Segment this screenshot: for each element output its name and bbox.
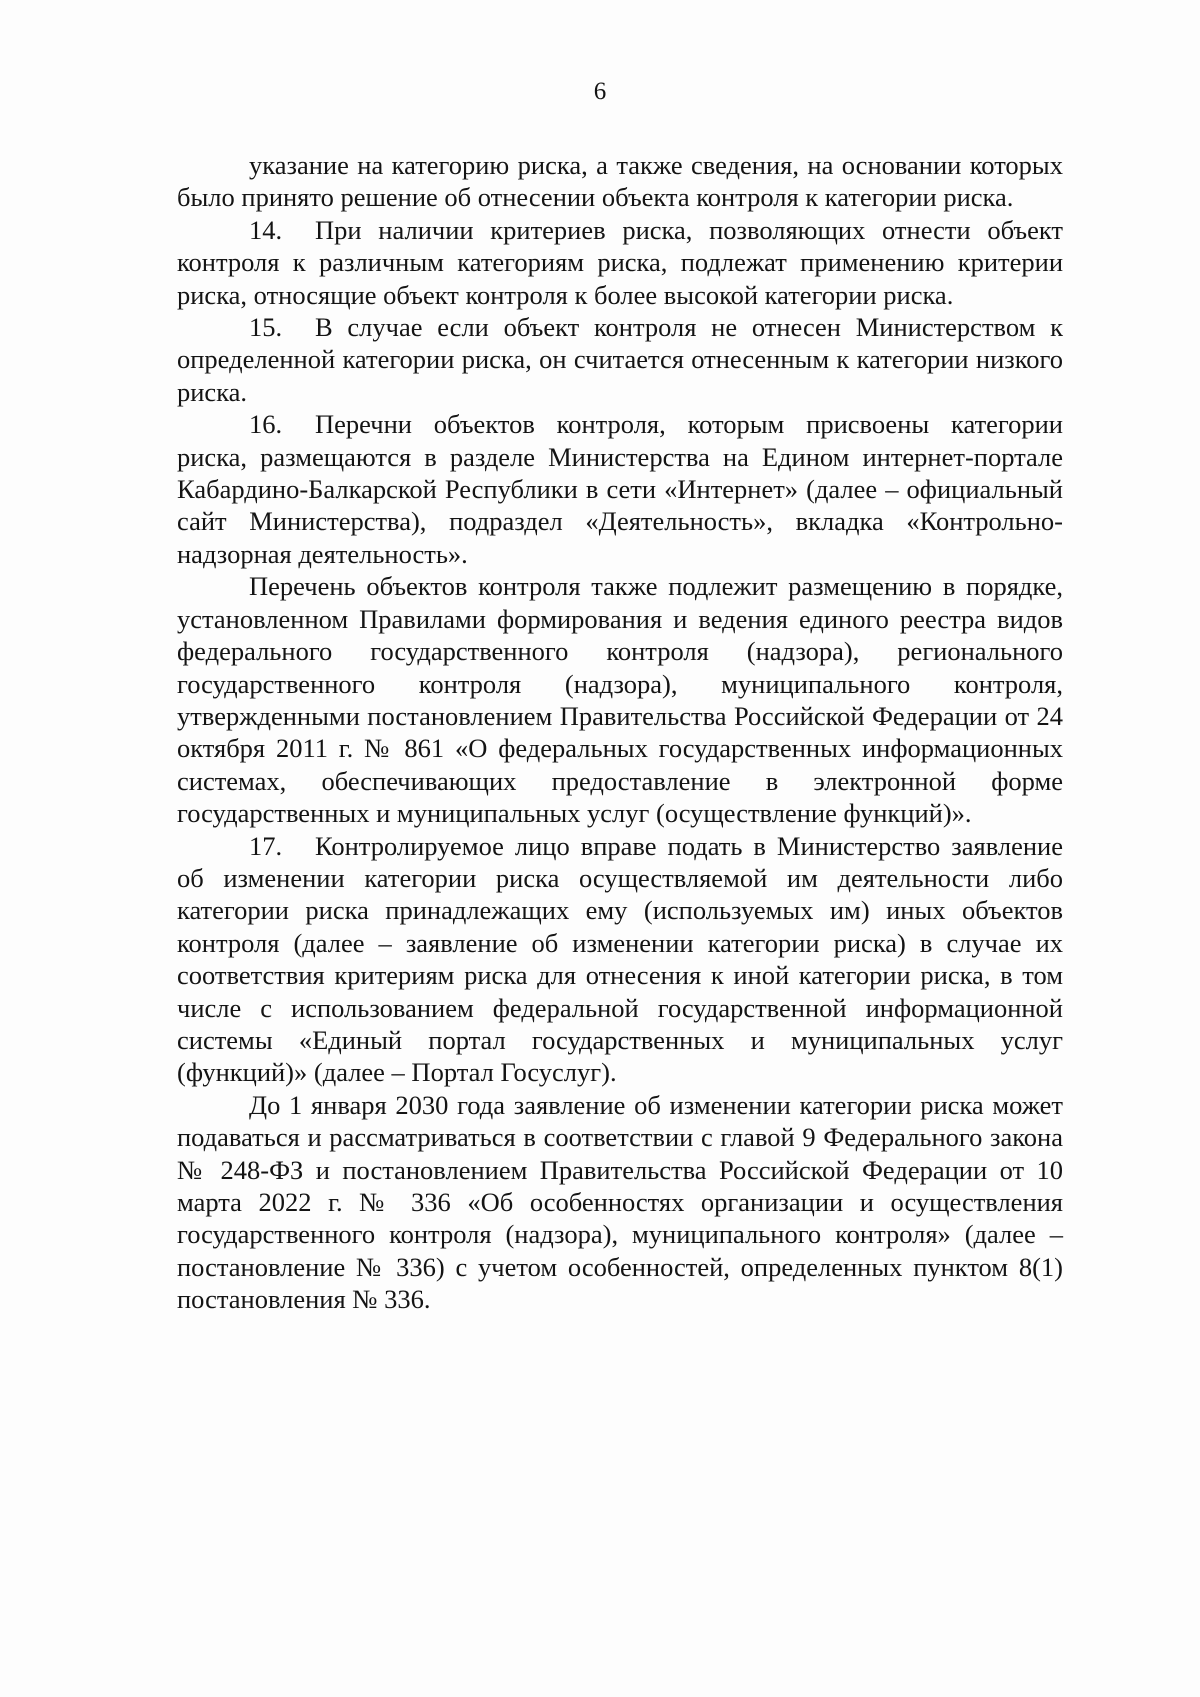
paragraph-text: В случае если объект контроля не отнесен Министерством к определенной категории риска, он считается отнесенным к категории низкого риска. bbox=[177, 312, 1063, 407]
paragraph-16 bbox=[177, 408, 1063, 570]
paragraph-number: 15. bbox=[249, 312, 283, 343]
document-body bbox=[177, 149, 1063, 1316]
paragraph-text: Перечень объектов контроля также подлежит размещению в порядке, установленном Правилами формирования и ведения единого реестра видов федерального государственного контроля (надзора), регионального государственного контроля (надзора), муниципального контроля, утвержденными постановлением Правительства Российской Федерации от 24 октября 2011 г. № 861 «О федеральных государственных информационных системах, обеспечивающих предоставление в электронной форме государственных и муниципальных услуг (осуществление функций)». bbox=[177, 571, 1063, 829]
paragraph-15 bbox=[177, 311, 1063, 408]
paragraph-text: Контролируемое лицо вправе подать в Министерство заявление об изменении категории риска осуществляемой им деятельности либо категории риска принадлежащих ему (используемых им) иных объектов контроля (далее – заявление об изменении категории риска) в случае их соответствия критериям риска для отнесения к иной категории риска, в том числе с использованием федеральной государственной информационной системы «Единый портал государственных и муниципальных услуг (функций)» (далее – Портал Госуслуг). bbox=[177, 830, 1063, 1088]
paragraph-number: 14. bbox=[249, 214, 283, 245]
paragraph-text: Перечни объектов контроля, которым присвоены категории риска, размещаются в разделе Министерства на Едином интернет-портале Кабардино-Балкарской Республики в сети «Интернет» (далее – официальный сайт Министерства), подраздел «Деятельность», вкладка «Контрольно-надзорная деятельность». bbox=[177, 409, 1063, 569]
paragraph-text: При наличии критериев риска, позволяющих отнести объект контроля к различным категориям риска, подлежат применению критерии риска, относящие объект контроля к более высокой категории риска. bbox=[177, 214, 1063, 310]
paragraph-17 bbox=[177, 830, 1063, 1089]
paragraph-text: До 1 января 2030 года заявление об изменении категории риска может подаваться и рассматриваться в соответствии с главой 9 Федерального закона № 248-ФЗ и постановлением Правительства Российской Федерации от 10 марта 2022 г. № 336 «Об особенностях организации и осуществления государственного контроля (надзора), муниципального контроля» (далее – постановление № 336) с учетом особенностей, определенных пунктом 8(1) постановления № 336. bbox=[177, 1089, 1063, 1315]
paragraph-category-info bbox=[177, 149, 1063, 214]
paragraph-number: 17. bbox=[249, 830, 283, 861]
paragraph-objects-list bbox=[177, 570, 1063, 829]
paragraph-number: 16. bbox=[249, 409, 283, 440]
paragraph-until-2030 bbox=[177, 1089, 1063, 1316]
page-number: 6 bbox=[593, 78, 607, 105]
paragraph-text: указание на категорию риска, а также сведения, на основании которых было принято решение об отнесении объекта контроля к категории риска. bbox=[177, 150, 1063, 213]
paragraph-14 bbox=[177, 214, 1063, 311]
